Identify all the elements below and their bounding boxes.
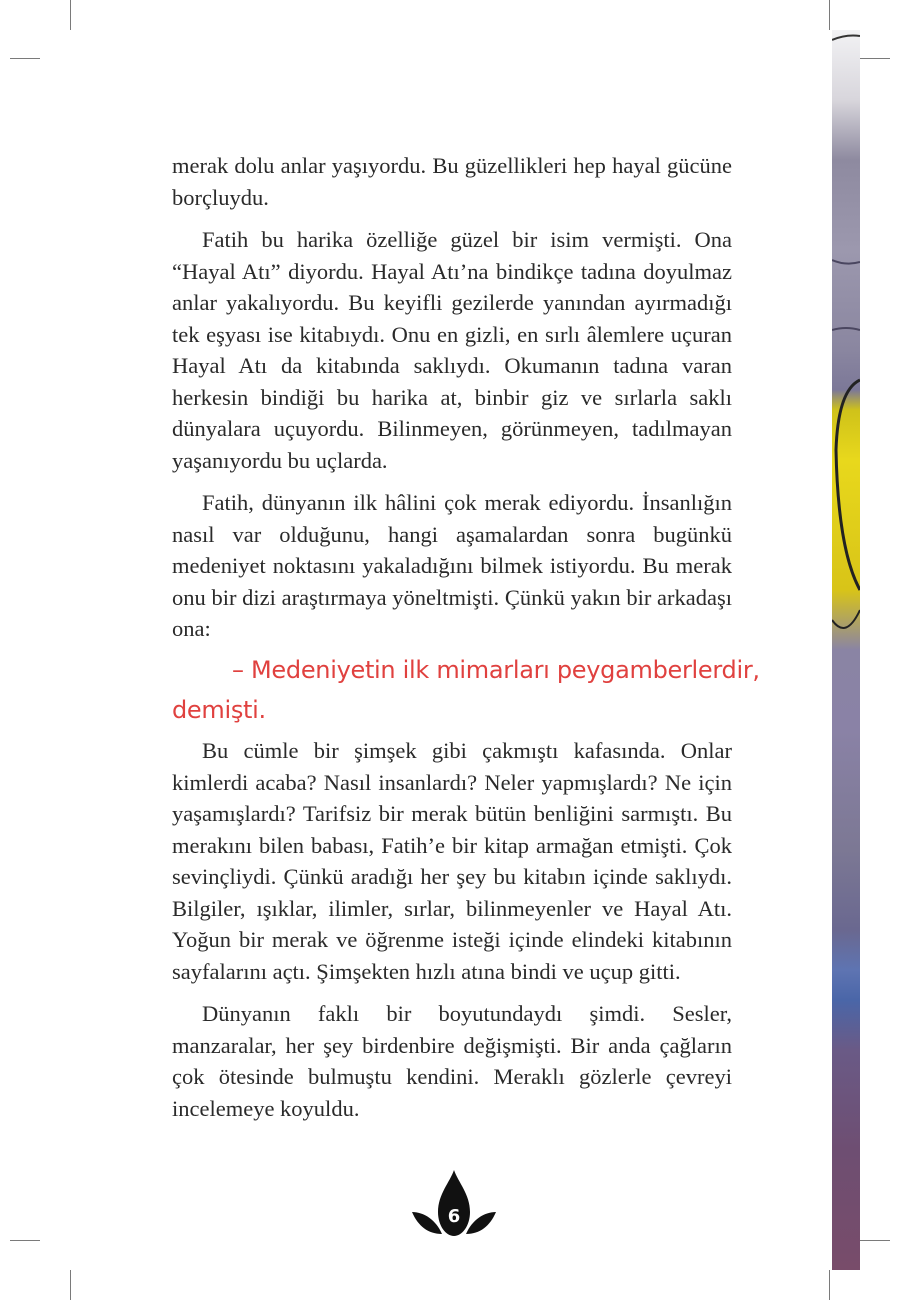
body-text-top [172,150,732,656]
paragraph: Dünyanın faklı bir boyutundaydı şimdi. Sesler, manzaralar, her şey birdenbire değişmişti. Bir anda çağların çok ötesinde bulmuştu kendini. Meraklı gözlerle çevreyi incelemeye koyuldu. [172,1001,732,1121]
illustration-edge-strip [832,30,860,1270]
crop-mark-bottom-left [70,1270,71,1300]
paragraph: Bu cümle bir şimşek gibi çakmıştı kafasında. Onlar kimlerdi acaba? Nasıl insanlardı? Neler yapmışlardı? Ne için yaşamışlardı? Tarifsiz bir merak bütün benliğini sarmıştı. Bu merakını bilen babası, Fatih’e bir kitap armağan etmişti. Çok sevinçliydi. Çünkü aradığı her şey bu kitabın içinde saklıydı. Bilgiler, ışıklar, ilimler, sırlar, bilinmeyenler ve Hayal Atı. Yoğun bir merak ve öğrenme isteği içinde elindeki kitabının sayfalarını açtı. Şimşekten hızlı atına bindi ve uçup gitti. [172,738,732,984]
crop-mark-top-left-h [10,58,40,59]
quote-line-2: demişti. [172,696,266,724]
crop-mark-top-right [829,0,830,30]
page-number: 6 [447,1206,461,1227]
body-text-bottom [172,735,732,1135]
illustration-curves [832,30,860,1270]
quote-line-1: – Medeniyetin ilk mimarları peygamberlerdir, [232,656,760,684]
paragraph: merak dolu anlar yaşıyordu. Bu güzellikleri hep hayal gücüne borçluydu. [172,153,732,210]
crop-mark-top-right-h [860,58,890,59]
highlighted-quote [172,650,772,730]
paragraph: Fatih bu harika özelliğe güzel bir isim vermişti. Ona “Hayal Atı” diyordu. Hayal Atı’na bindikçe tadına doyulmaz anlar yakalıyordu. Bu keyifli gezilerde yanından ayırmadığı tek eşyası ise kitabıydı. Onu en gizli, en sırlı âlemlere uçuran Hayal Atı da kitabında saklıydı. Okumanın tadına varan herkesin bindiği bu harika at, binbir giz ve sırlarla saklı dünyalara uçuyordu. Bilinmeyen, görünmeyen, tadılmayan yaşanıyordu bu uçlarda. [172,227,732,473]
paragraph: Fatih, dünyanın ilk hâlini çok merak ediyordu. İnsanlığın nasıl var olduğunu, hangi aşamalardan sonra bugünkü medeniyet noktasını yakaladığını bilmek istiyordu. Bu merak onu bir dizi araştırmaya yöneltmişti. Çünkü yakın bir arkadaşı ona: [172,490,732,641]
lotus-drop-icon [410,1168,498,1240]
crop-mark-bottom-left-h [10,1240,40,1241]
crop-mark-bottom-right-h [860,1240,890,1241]
crop-mark-bottom-right [829,1270,830,1300]
page-number-ornament [410,1168,498,1240]
crop-mark-top-left [70,0,71,30]
